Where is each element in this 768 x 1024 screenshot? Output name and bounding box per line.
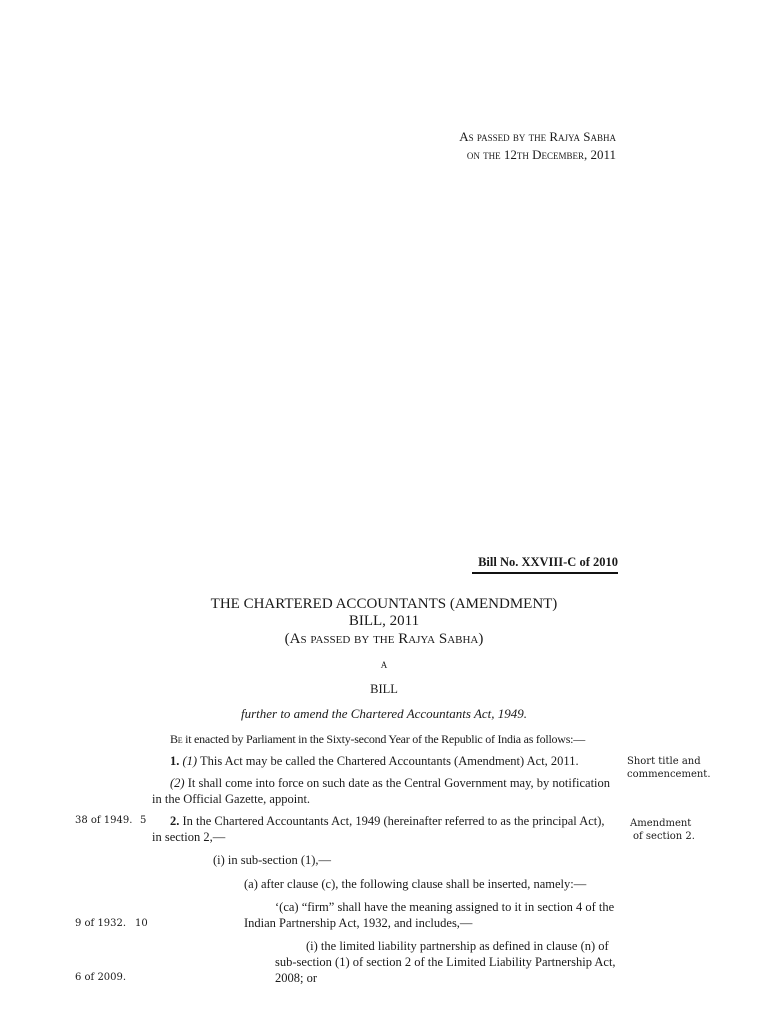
llp-line-3: 2008; or <box>275 971 318 985</box>
section-1-number: 1. <box>170 754 180 768</box>
title-line-2: BILL, 2011 <box>348 613 420 629</box>
margin-note-short-title-1: Short title and <box>627 756 701 767</box>
bill-label: BILL <box>370 682 398 696</box>
article: A <box>380 660 388 670</box>
title-line-1: THE CHARTERED ACCOUNTANTS (AMENDMENT) <box>210 596 558 612</box>
sub-section-i: (i) in sub-section (1),— <box>213 853 332 867</box>
margin-note-short-title-2: commencement. <box>627 769 711 780</box>
line-number-10: 10 <box>135 918 148 929</box>
clause-ca-line-1: ‘(ca) “firm” shall have the meaning assigned to it in section 4 of the <box>275 900 615 914</box>
enacting-clause <box>170 731 636 747</box>
section-1 <box>170 753 636 769</box>
passed-by-line-2: on the 12th December, 2011 <box>466 147 616 162</box>
ref-9-of-1932: 9 of 1932. <box>75 918 127 929</box>
clause-a: (a) after clause (c), the following clause shall be inserted, namely:— <box>244 877 587 891</box>
passed-by-line-1: As passed by the Rajya Sabha <box>459 129 616 144</box>
enacting-be: Be <box>170 732 183 746</box>
llp-line-2: sub-section (1) of section 2 of the Limited Liability Partnership Act, <box>275 955 616 969</box>
further-line: further to amend the Chartered Accountants Act, 1949. <box>240 706 528 721</box>
ref-6-of-2009: 6 of 2009. <box>75 972 127 983</box>
section-2-text: In the Chartered Accountants Act, 1949 (hereinafter referred to as the principal Act), <box>179 814 605 828</box>
section-1-sub: (1) <box>182 754 198 768</box>
section-1-2-line-2: in the Official Gazette, appoint. <box>152 792 311 806</box>
bill-number: Bill No. XXVIII-C of 2010 <box>472 555 618 574</box>
section-2-line-1 <box>170 813 618 829</box>
section-1-text: This Act may be called the Chartered Accountants (Amendment) Act, 2011. <box>197 754 579 768</box>
bill-title <box>150 596 618 648</box>
ref-38-of-1949: 38 of 1949. <box>75 815 133 826</box>
enacting-rest: it enacted by Parliament in the Sixty-second Year of the Republic of India as follows:— <box>182 732 585 746</box>
margin-note-short-title <box>627 755 711 781</box>
margin-note-amendment <box>630 817 710 843</box>
margin-note-amend-2: of section 2. <box>633 831 695 842</box>
margin-note-amend-1: Amendment <box>630 818 692 829</box>
section-1-2-sub: (2) <box>170 776 185 790</box>
section-1-2-text: It shall come into force on such date as the Central Government may, by notification <box>184 776 611 790</box>
section-1-2-line-1 <box>170 775 618 791</box>
section-2-number: 2. <box>170 814 180 828</box>
line-number-5: 5 <box>140 815 147 826</box>
llp-line-1: (i) the limited liability partnership as defined in clause (n) of <box>306 939 609 953</box>
clause-ca-line-2: Indian Partnership Act, 1932, and includes,— <box>244 916 473 930</box>
section-2-line-2: in section 2,— <box>152 830 226 844</box>
title-line-3: (As passed by the Rajya Sabha) <box>284 631 484 647</box>
